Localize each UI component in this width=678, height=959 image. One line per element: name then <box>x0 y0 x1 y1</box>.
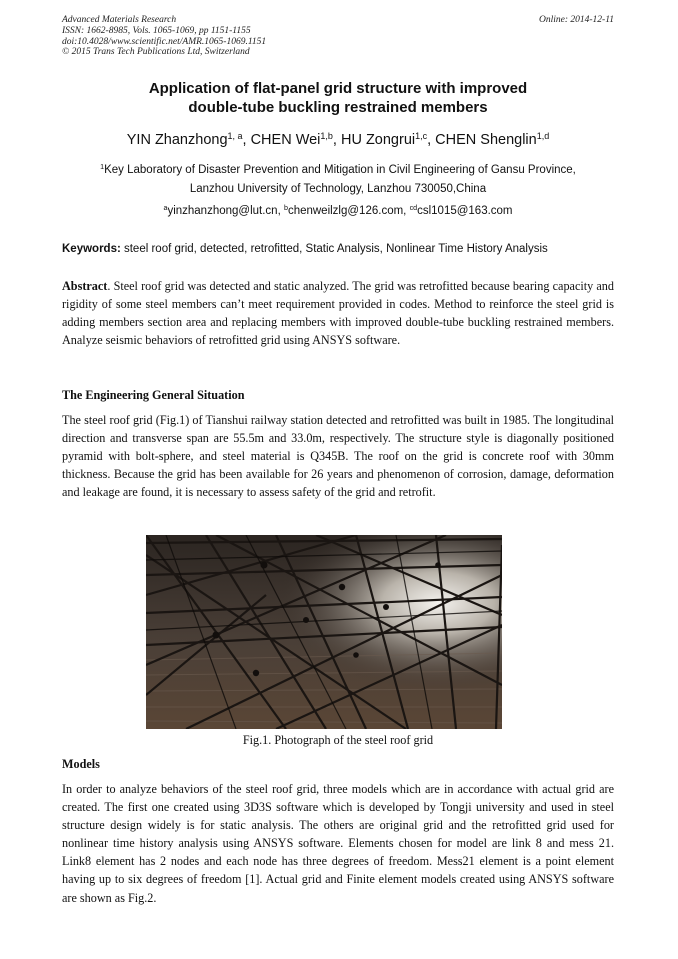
section-heading-general-situation: The Engineering General Situation <box>62 388 245 402</box>
email-separator: , <box>403 205 410 217</box>
abstract-text: . Steel roof grid was detected and static analyzed. The grid was retrofitted because bearing capacity and rigidity of some steel members can’t meet requirement provided in codes. Method to reinforce the steel grid is adding members section area and replacing members with improved double-tube buckling restrained members. Analyze seismic behaviors of retrofitted grid using ANSYS software. <box>62 279 614 348</box>
author-affil-mark: 1,d <box>536 131 550 142</box>
affiliation-mark: 1 <box>100 163 105 172</box>
keywords-text: steel roof grid, detected, retrofitted, Static Analysis, Nonlinear Time History Analysis <box>120 243 548 255</box>
keywords <box>62 241 614 257</box>
author-separator: , <box>332 132 341 148</box>
paper-title-line2: double-tube buckling restrained members <box>188 98 488 116</box>
author-emails <box>62 203 614 219</box>
keywords-label: Keywords: <box>62 243 121 255</box>
affiliation-line1: Key Laboratory of Disaster Prevention and Mitigation in Civil Engineering of Gansu Province, <box>104 164 576 176</box>
email-address: yinzhanzhong@lut.cn <box>167 205 278 217</box>
journal-name: Advanced Materials Research <box>62 15 177 25</box>
email-mark: a <box>163 204 168 213</box>
author-separator: , <box>242 132 251 148</box>
section-heading-models: Models <box>62 757 100 771</box>
steel-roof-grid-photo <box>146 535 502 729</box>
author-affil-mark: 1,b <box>320 131 333 142</box>
author-name: CHEN Shenglin <box>435 132 537 148</box>
section-body-models: In order to analyze behaviors of the steel roof grid, three models which are in accordance with actual grid are created. The first one created using 3D3S software which is developed by Tongji university and used in steel structure design widely is for static analysis. The others are original grid and the retrofitted grid used for nonlinear time history analysis using ANSYS software. Elements chosen for model are link 8 and mess 21. Link8 element has 2 nodes and each node has three degrees of freedom. Mess21 element is a point element having up to six degrees of freedom [1]. Actual grid and Finite element models created using ANSYS software are shown as Fig.2. <box>62 782 614 905</box>
figure-caption: Fig.1. Photograph of the steel roof grid <box>242 733 434 747</box>
email-mark: b <box>283 204 288 213</box>
author-separator: , <box>427 132 436 148</box>
steel-roof-grid-photo-image <box>146 535 502 729</box>
paper-title-line1: Application of flat-panel grid structure with improved <box>148 80 528 97</box>
paper-title <box>62 80 614 117</box>
affiliation-line2: Lanzhou University of Technology, Lanzhou 730050,China <box>189 182 487 195</box>
author-name: YIN Zhanzhong <box>126 132 228 148</box>
abstract <box>62 277 614 349</box>
journal-issn: ISSN: 1662-8985, Vols. 1065-1069, pp 1151-1155 <box>62 25 251 36</box>
author-name: HU Zongrui <box>340 132 416 148</box>
author-affil-mark: 1, a <box>227 131 243 142</box>
online-date: Online: 2014-12-11 <box>538 15 614 25</box>
email-address: chenweilzlg@126.com <box>287 205 404 217</box>
author-list <box>62 131 614 149</box>
affiliation <box>62 161 614 198</box>
abstract-label: Abstract <box>62 279 108 293</box>
email-separator: , <box>277 205 284 217</box>
section-body-general-situation: The steel roof grid (Fig.1) of Tianshui railway station detected and retrofitted was built in 1985. The longitudinal direction and transverse span are 55.5m and 33.0m, respectively. The structure style is diagonally positioned pyramid with bolt-sphere, and steel material is Q345B. The roof on the grid is concrete roof with 30mm thickness. Because the grid has been available for 26 years and phenomenon of corrosion, damage, deformation and leakage are found, it is necessary to assess safety of the grid and retrofit. <box>62 413 614 500</box>
email-address: csl1015@163.com <box>417 205 513 217</box>
journal-doi: doi:10.4028/www.scientific.net/AMR.1065-1069.1151 <box>62 36 267 47</box>
journal-header <box>62 15 614 58</box>
author-affil-mark: 1,c <box>415 131 428 142</box>
email-mark: cd <box>409 204 418 213</box>
author-name: CHEN Wei <box>250 132 321 148</box>
journal-copyright: © 2015 Trans Tech Publications Ltd, Switzerland <box>62 47 250 58</box>
